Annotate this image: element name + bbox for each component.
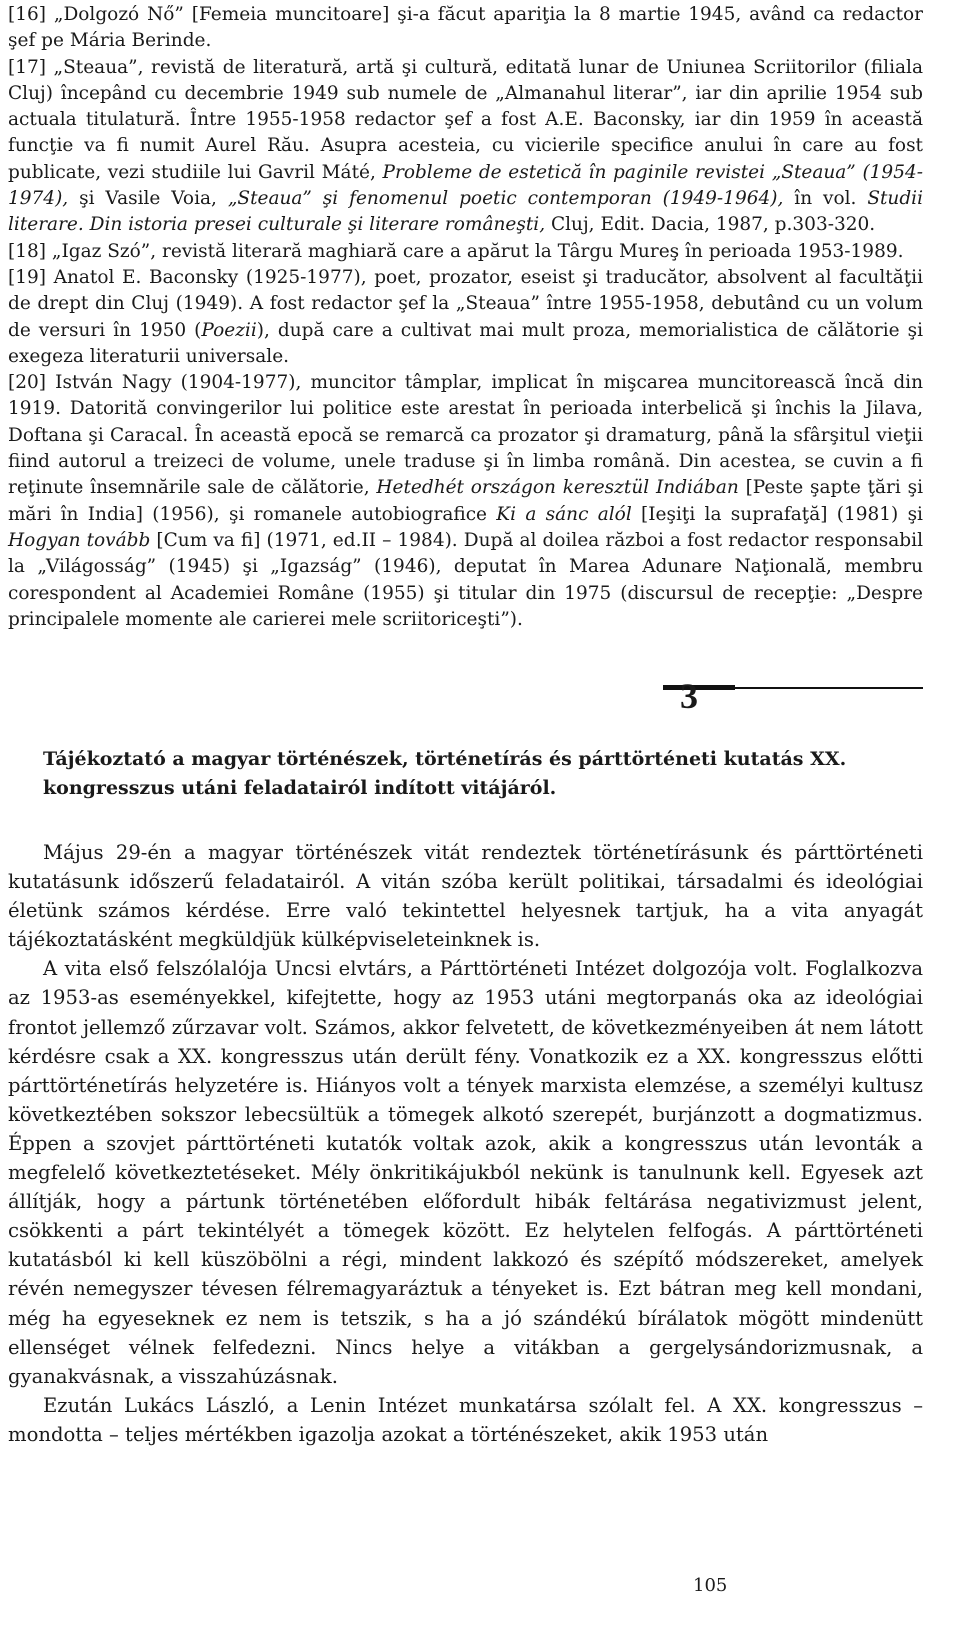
page-number: 105: [693, 1575, 728, 1596]
footnote-text: [17] „Steaua”, revistă de literatură, artă şi cultură, editată lunar de Uniunea Scriitorilor (filiala Cluj) începând cu decembrie 1949 sub numele de „Almanahul literar”, iar din aprilie 1954 sub actuala titulatură. Între 1955-1958 redactor şef a fost A.E. Baconsky, iar din 1959 în această funcţie va fi numit Aurel Rău. Asupra acesteia, cu vicierile specifice anului în care au fost publicate, vezi studiile lui Gavril Máté,: [8, 56, 923, 183]
footnote-text: [19] Anatol E. Baconsky (1925-1977), poet, prozator, eseist şi traducător, absolvent al facultăţii de drept din Cluj (1949). A fost redactor şef la „Steaua” între 1955-1958, debutând cu un volum de versuri în 1950 (: [8, 266, 923, 341]
footnote-italic-text: Hogyan tovább: [8, 529, 151, 551]
footnote-text: [Cum va fi] (1971, ed.II – 1984). După al doilea război a fost redactor responsabil la „Világosság” (1945) şi „Igazság” (1946), deputat în Marea Adunare Naţională, membru corespondent al Academiei Române (1955) şi titular din 1975 (discursul de recepţie: „Despre principalele momente ale carierei mele scriitoriceşti”).: [8, 529, 923, 630]
footnote-italic-text: Probleme de estetică în paginile revistei „Steaua” (1954-1974),: [8, 161, 923, 210]
footnote: [8, 55, 923, 239]
footnote: [8, 370, 923, 633]
section-rule-thin: [735, 687, 923, 689]
paragraph: Május 29-én a magyar történészek vitát rendeztek történetírásunk és párttörténeti kutatásunk időszerű feladatairól. A vitán szóba került politikai, társadalmi és ideológiai életünk számos kérdése. Erre való tekintettel helyesnek tartjuk, ha a vita anyagát tájékoztatásként megküldjük külképviseleteinknek is.: [8, 841, 923, 952]
footnote-text: Cluj, Edit. Dacia, 1987, p.303-320.: [545, 214, 876, 236]
paragraph: Ezután Lukács László, a Lenin Intézet munkatársa szólalt fel. A XX. kongresszus – mondotta – teljes mértékben igazolja azokat a történészeket, akik 1953 után: [8, 1393, 923, 1446]
footnote-text: [18] „Igaz Szó”, revistă literară maghiară care a apărut la Târgu Mureş în perioada 1953-1989.: [8, 240, 904, 262]
footnotes-block: [8, 2, 923, 633]
footnote-italic-text: Ki a sánc alól: [496, 503, 632, 525]
footnote: [8, 2, 923, 55]
footnote: [8, 239, 923, 265]
footnote-text: [Ieşiţi la suprafaţă] (1981) şi: [631, 503, 923, 525]
footnote-italic-text: Studii literare. Din istoria presei culturale şi literare româneşti,: [8, 188, 924, 236]
footnote-text: şi Vasile Voia,: [68, 188, 228, 210]
paragraph: A vita első felszólalója Uncsi elvtárs, a Párttörténeti Intézet dolgozója volt. Foglalkozva az 1953-as eseményekkel, kifejtette, hogy az 1953 utáni megtorpanás oka az ideológiai frontot jellemző zűrzavar volt. Számos, akkor felvetett, de következményeiben át nem látott kérdésre csak a XX. kongresszus után derült fény. Vonatkozik ez a XX. kongresszus előtti párttörténetírás helyzetére is. Hiányos volt a tények marxista elemzése, a személyi kultusz következtében sokszor lebecsültük a tömegek alkotó szerepét, burjánzott a dogmatizmus. Éppen a szovjet párttörténeti kutatók voltak azok, akik a kongresszus után levonták a megfelelő következtetéseket. Mély önkritikájukból nekünk is tanulnunk kell. Egyesek azt állítják, hogy a pártunk történetében előfordult hibák feltárása negativizmust jelent, csökkenti a párt tekintélyét a tömegek között. Ez helytelen felfogás. A párttörténeti kutatásból ki kell küszöbölni a régi, mindent lakkozó és szépítő módszereket, amelyek révén nemegyszer tévesen félremagyaráztuk a tényeket is. Ezt bátran meg kell mondani, még ha egyeseknek ez nem is tetszik, s ha a jó szándékú bírálatok mögött mindenütt ellenséget vélnek felfedezni. Nincs helye a vitákban a gergelysándorizmusnak, a gyanakvásnak, a visszahúzásnak.: [8, 957, 923, 1388]
footnote-text: [20] István Nagy (1904-1977), muncitor tâmplar, implicat în mişcarea muncitorească încă din 1919. Datorită convingerilor lui politice este arestat în perioada interbelică şi închis la Jilava, Doftana şi Caracal. În această epocă se remarcă ca prozator şi dramaturg, până la sfârşitul vieţii fiind autorul a treizeci de volume, unele traduse şi în limba română. Din acestea, se cuvin a fi reţinute însemnările sale de călătorie,: [8, 372, 923, 499]
footnote-text: [Peste şapte ţări şi mări în India] (1956), şi romanele autobiografice: [8, 477, 923, 525]
footnote: [8, 265, 923, 370]
footnote-text: în vol.: [783, 188, 868, 210]
section-number: 3: [680, 676, 698, 716]
footnote-text: ), după care a cultivat mai mult proza, memorialistica de călătorie şi exegeza literaturii universale.: [8, 319, 923, 367]
footnote-italic-text: „Steaua” şi fenomenul poetic contemporan (1949-1964),: [227, 188, 784, 210]
body-text: [8, 838, 923, 1449]
footnote-text: [16] „Dolgozó Nő” [Femeia muncitoare] şi-a făcut apariţia la 8 martie 1945, având ca redactor şef pe Mária Berinde.: [8, 4, 923, 52]
footnote-italic-text: Hetedhét országon keresztül Indiában: [376, 477, 739, 499]
footnote-italic-text: Poezii: [201, 319, 257, 341]
document-title: Tájékoztató a magyar történészek, történetírás és párttörténeti kutatás XX. kongresszus utáni feladatairól indított vitájáról.: [43, 748, 847, 799]
